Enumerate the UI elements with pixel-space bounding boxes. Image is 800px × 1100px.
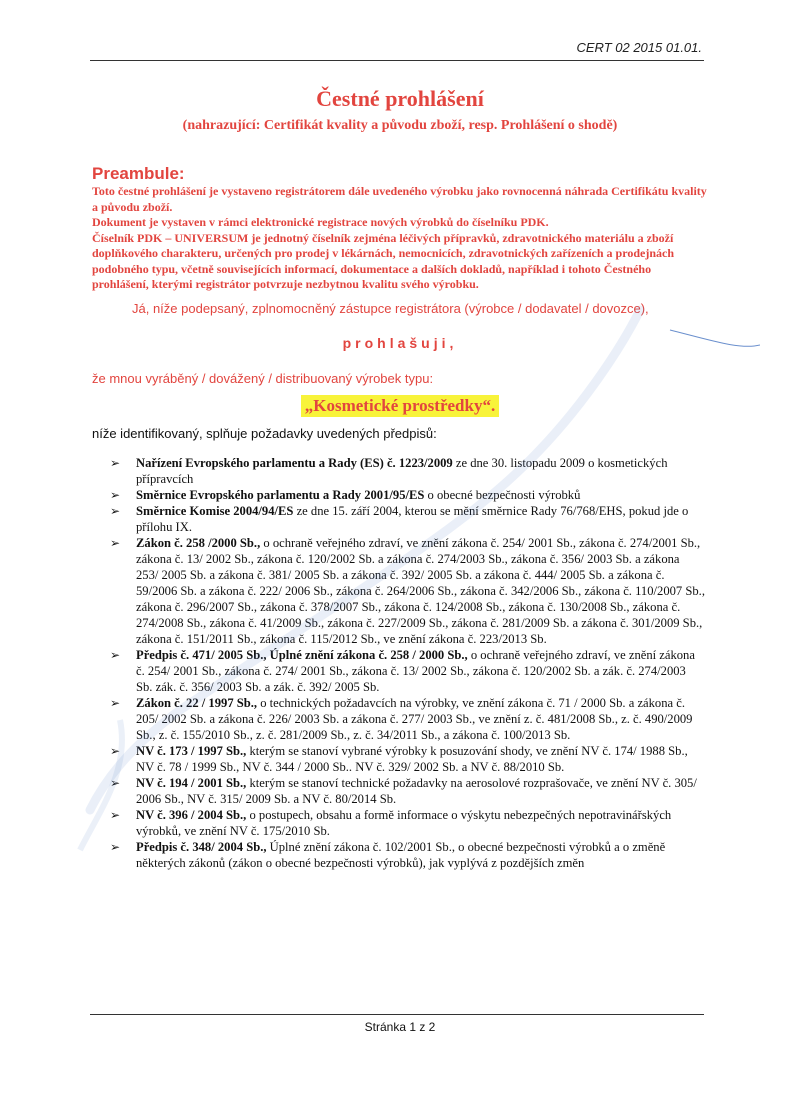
regulation-title: Nařízení Evropského parlamentu a Rady (ES) č. 1223/2009 (136, 456, 453, 470)
footer-divider (90, 1014, 704, 1015)
preamble-paragraph: Toto čestné prohlášení je vystaveno registrátorem dále uvedeného výrobku jako rovnocenná náhrada Certifikátu kvality a původu zboží. (92, 184, 707, 214)
document-title: Čestné prohlášení (316, 86, 484, 111)
document-code: CERT 02 2015 01.01. (576, 40, 702, 55)
regulation-description: o technických požadavcích na výrobky, ve znění zákona č. 71 / 2000 Sb. a zákona č. 205/ 2002 Sb. a zákona č. 226/ 2003 Sb. a zákona č. 277/ 2003 Sb., ve znění z. č. 481/2008 Sb., z. č. 490/2009 Sb., z. č. 155/2010 Sb., z. č. 281/2009 Sb., z. č. 34/2011 Sb., a zákona č. 100/2013 Sb. (136, 696, 693, 742)
regulation-title: Směrnice Komise 2004/94/ES (136, 504, 294, 518)
regulation-list (110, 455, 705, 871)
product-line: že mnou vyráběný / dovážený / distribuovaný výrobek typu: (92, 371, 434, 386)
regulation-item (110, 775, 705, 807)
arrow-bullet-icon: ➢ (110, 488, 121, 502)
regulation-title: NV č. 173 / 1997 Sb., (136, 744, 247, 758)
arrow-bullet-icon: ➢ (110, 536, 121, 550)
regulation-title: NV č. 194 / 2001 Sb., (136, 776, 247, 790)
regulation-description: o ochraně veřejného zdraví, ve znění zákona č. 254/ 2001 Sb., zákona č. 274/2001 Sb., zákona č. 13/ 2002 Sb., zákona č. 120/2002 Sb. a zákona č. 274/2003 Sb., zákona č. 356/ 2003 Sb. a zákona 253/ 2005 Sb. a zákona č. 381/ 2005 Sb. a zákona č. 392/ 2005 Sb. a zákona č. 444/ 2005 Sb. a zákona č. 59/2006 Sb. a zákona č. 222/ 2006 Sb., zákona č. 264/2006 Sb., zákona č. 342/2006 Sb., zákona č. 110/2007 Sb., zákona č. 296/2007 Sb., zákona č. 378/2007 Sb., zákona č. 124/2008 Sb., zákona č. 130/2008 Sb., zákona č. 274/2008 Sb., zákona č. 41/2009 Sb., zákona č. 227/2009 Sb., zákona č. 281/2009 Sb. a zákona č. 301/2009 Sb., zákona č. 151/2011 Sb., zákona č. 115/2012 Sb., ve znění zákona č. 223/2013 Sb. (136, 536, 705, 646)
regulation-description: ze dne 15. září 2004, kterou se mění směrnice Rady 76/768/EHS, pokud jde o přílohu IX. (136, 504, 689, 534)
regulation-title: Zákon č. 258 /2000 Sb., (136, 536, 261, 550)
regulation-item (110, 839, 705, 871)
arrow-bullet-icon: ➢ (110, 648, 121, 662)
regulation-title: Předpis č. 348/ 2004 Sb., (136, 840, 267, 854)
arrow-bullet-icon: ➢ (110, 504, 121, 518)
regulation-description: ze dne 30. listopadu 2009 o kosmetických přípravcích (136, 456, 668, 486)
arrow-bullet-icon: ➢ (110, 776, 121, 790)
preamble-paragraph: Číselník PDK – UNIVERSUM je jednotný číselník zejména léčivých přípravků, zdravotnického materiálu a zboží doplňkového charakteru, určených pro prodej v lékárnách, nemocnicích, zdravotnických zařízeních a prodejnách podobného typu, včetně souvisejících informací, dokumentace a dalších dokladů, například i tohoto Čestného prohlášení, kterými registrátor potvrzuje nezbytnou kvalitu svého výrobku. (92, 230, 674, 291)
regulation-item (110, 503, 705, 535)
regulation-title: NV č. 396 / 2004 Sb., (136, 808, 247, 822)
arrow-bullet-icon: ➢ (110, 744, 121, 758)
product-type-highlight: „Kosmetické prostředky“. (301, 395, 499, 417)
regulation-item (110, 535, 705, 647)
regulation-description: o obecné bezpečnosti výrobků (424, 488, 581, 502)
preamble-paragraph: Dokument je vystaven v rámci elektronické registrace nových výrobků do číselníku PDK. (92, 215, 549, 229)
preamble-text (92, 184, 707, 293)
regulation-item (110, 743, 705, 775)
page-number: Stránka 1 z 2 (364, 1020, 436, 1034)
declaration-word: prohlašuji, (342, 335, 458, 351)
regulation-description: kterým se stanoví technické požadavky na aerosolové rozprašovače, ve znění NV č. 305/ 2006 Sb., NV č. 315/ 2009 Sb. a NV č. 80/2014 Sb. (136, 776, 697, 806)
regulation-title: Zákon č. 22 / 1997 Sb., (136, 696, 258, 710)
document-subtitle: (nahrazující: Certifikát kvality a původu zboží, resp. Prohlášení o shodě) (182, 118, 618, 133)
arrow-bullet-icon: ➢ (110, 456, 121, 470)
regulation-item (110, 647, 705, 695)
regulation-item (110, 487, 705, 503)
regulation-title: Předpis č. 471/ 2005 Sb., Úplné znění zákona č. 258 / 2000 Sb., (136, 648, 468, 662)
regulation-description: Úplné znění zákona č. 102/2001 Sb., o obecné bezpečnosti výrobků a o změně některých zákonů (zákon o obecné bezpečnosti výrobků), jak vyplývá z pozdějších změn (136, 840, 666, 870)
identified-statement: níže identifikovaný, splňuje požadavky uvedených předpisů: (92, 426, 437, 441)
regulation-title: Směrnice Evropského parlamentu a Rady 2001/95/ES (136, 488, 425, 502)
regulation-item (110, 807, 705, 839)
header-divider (90, 60, 704, 61)
preamble-heading: Preambule: (92, 164, 185, 183)
regulation-item (110, 455, 705, 487)
regulation-description: kterým se stanoví vybrané výrobky k posuzování shody, ve znění NV č. 174/ 1988 Sb., NV č. 78 / 1999 Sb., NV č. 344 / 2000 Sb.. NV č. 329/ 2002 Sb. a NV č. 88/2010 Sb. (136, 744, 688, 774)
regulation-item (110, 695, 705, 743)
declarant-statement: Já, níže podepsaný, zplnomocněný zástupce registrátora (výrobce / dodavatel / dovozce), (132, 301, 649, 316)
arrow-bullet-icon: ➢ (110, 696, 121, 710)
arrow-bullet-icon: ➢ (110, 808, 121, 822)
arrow-bullet-icon: ➢ (110, 840, 121, 854)
product-type (0, 396, 800, 416)
regulation-description: o postupech, obsahu a formě informace o výskytu nebezpečných nepotravinářských výrobků, ve znění NV č. 175/2010 Sb. (136, 808, 672, 838)
regulation-description: o ochraně veřejného zdraví, ve znění zákona č. 254/ 2001 Sb., zákona č. 274/ 2001 Sb., zákona č. 13/ 2002 Sb., zákona č. 120/2002 Sb. a zák. č. 274/2003 Sb. zák. č. 356/ 2003 Sb. a zák. č. 392/ 2005 Sb. (136, 648, 695, 694)
